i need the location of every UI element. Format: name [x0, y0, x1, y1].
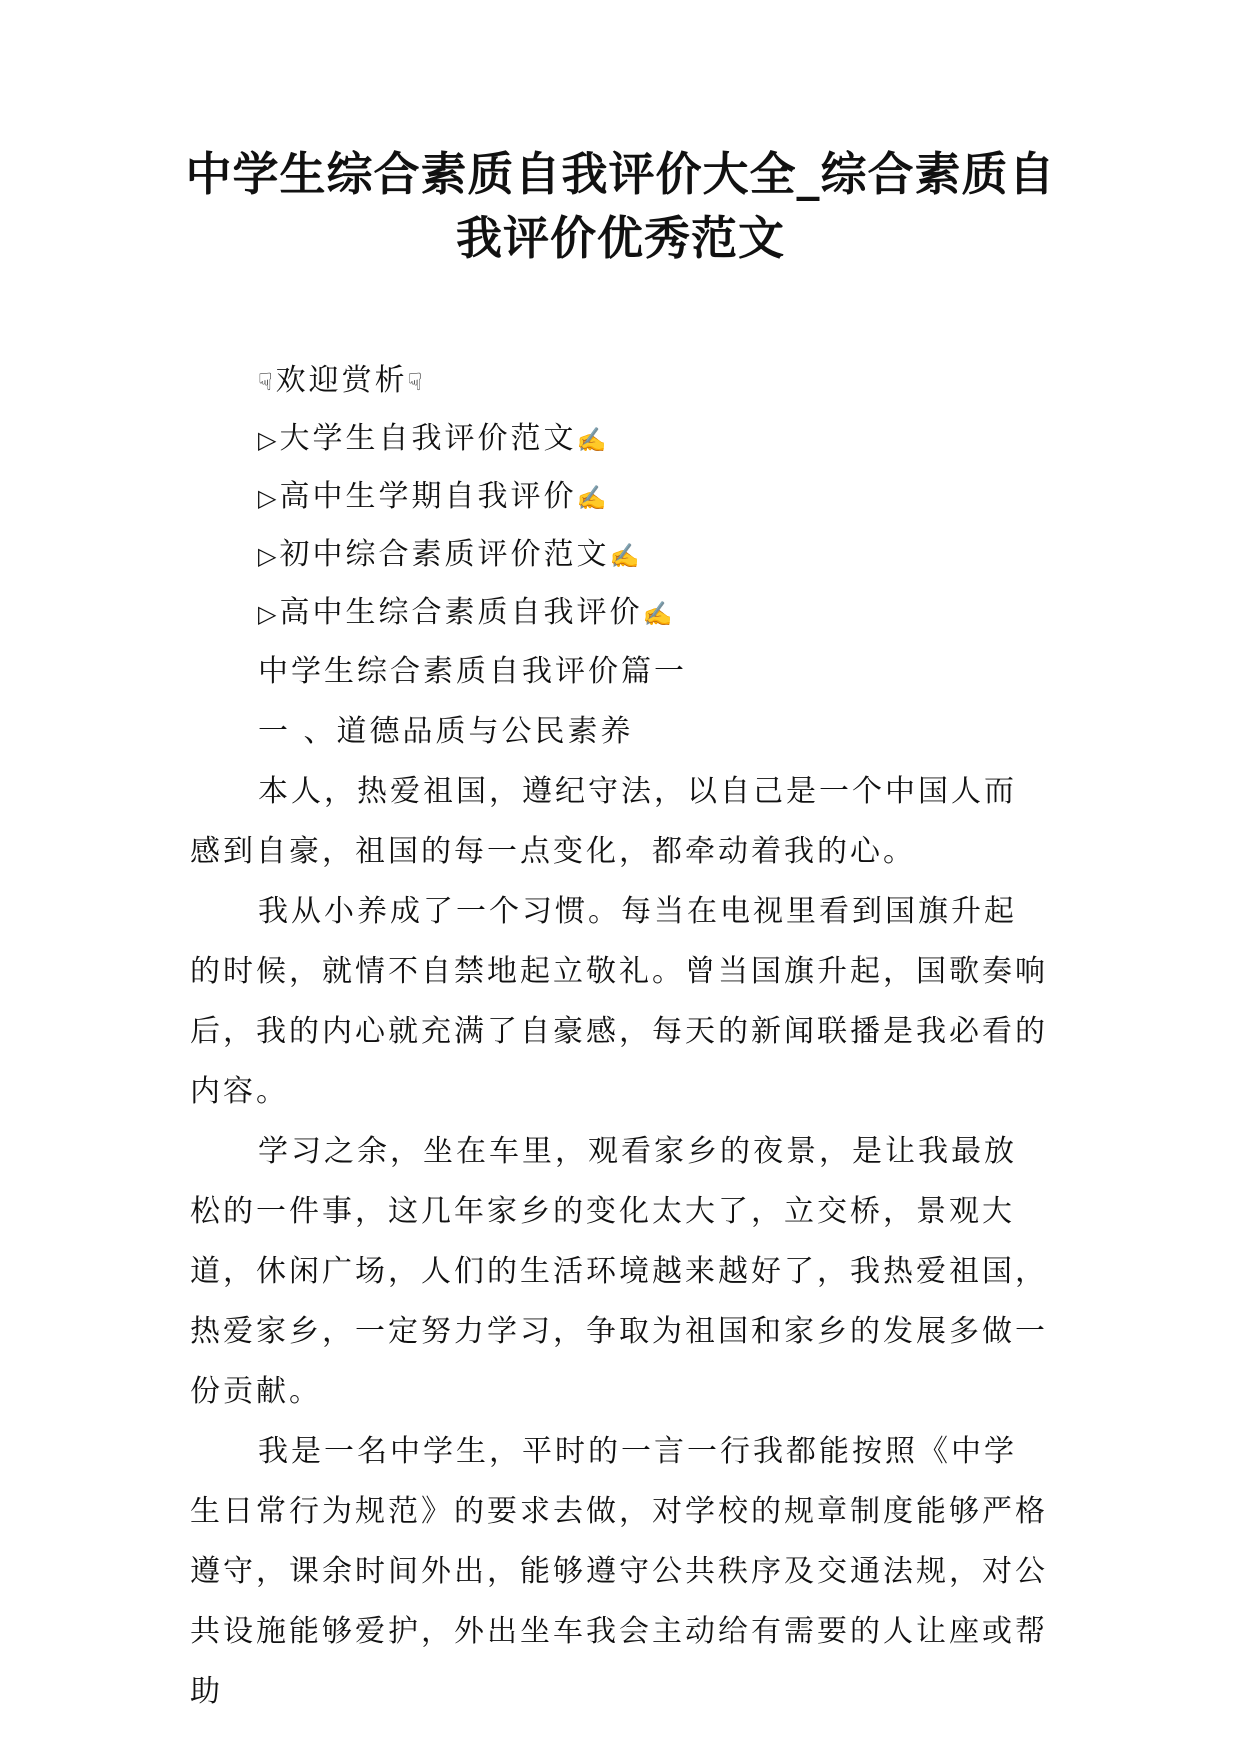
triangle-right-icon: ▷	[258, 542, 280, 570]
triangle-right-icon: ▷	[258, 484, 280, 512]
paragraph: 本人，热爱祖国，遵纪守法，以自己是一个中国人而感到自豪，祖国的每一点变化，都牵动着我的心。	[190, 774, 1017, 869]
related-link-item[interactable]	[258, 526, 675, 584]
pointing-down-icon: ☟	[258, 368, 276, 396]
writing-hand-icon: ✍	[576, 426, 610, 454]
paragraph: 学习之余，坐在车里，观看家乡的夜景，是让我最放松的一件事，这几年家乡的变化太大了，立交桥，景观大道，休闲广场，人们的生活环境越来越好了，我热爱祖国，热爱家乡，一定努力学习，争取为祖国和家乡的发展多做一份贡献。	[190, 1134, 1048, 1409]
related-link-label: 高中生综合素质自我评价	[279, 595, 643, 630]
article-body	[190, 642, 1048, 1722]
writing-hand-icon: ✍	[642, 600, 676, 628]
related-link[interactable]	[258, 595, 675, 630]
document-title	[150, 142, 1091, 270]
writing-hand-icon: ✍	[609, 542, 643, 570]
triangle-right-icon: ▷	[258, 600, 280, 628]
paragraph: 我是一名中学生，平时的一言一行我都能按照《中学生日常行为规范》的要求去做，对学校的规章制度能够严格遵守，课余时间外出，能够遵守公共秩序及交通法规，对公共设施能够爱护，外出坐车我会主动给有需要的人让座或帮助	[190, 1434, 1048, 1709]
paragraph: 我从小养成了一个习惯。每当在电视里看到国旗升起的时候，就情不自禁地起立敬礼。曾当国旗升起，国歌奏响后，我的内心就充满了自豪感，每天的新闻联播是我必看的内容。	[190, 894, 1048, 1109]
related-link[interactable]	[258, 479, 609, 514]
related-link[interactable]	[258, 421, 609, 456]
related-link-item[interactable]	[258, 410, 675, 468]
related-link-label: 大学生自我评价范文	[279, 421, 577, 456]
section-heading: 中学生综合素质自我评价篇一	[258, 654, 687, 689]
related-link-label: 高中生学期自我评价	[279, 479, 577, 514]
related-link[interactable]	[258, 537, 642, 572]
related-link-item[interactable]	[258, 584, 675, 642]
title-line-1: 中学生综合素质自我评价大全_综合素质自	[185, 147, 1056, 201]
pointing-down-icon: ☟	[407, 368, 426, 396]
related-links	[258, 352, 675, 642]
related-link-item[interactable]	[258, 468, 675, 526]
welcome-line	[258, 352, 675, 410]
welcome-text: 欢迎赏析	[275, 363, 408, 398]
subsection-heading: 一 、道德品质与公民素养	[258, 714, 634, 749]
triangle-right-icon: ▷	[258, 426, 280, 454]
related-link-label: 初中综合素质评价范文	[279, 537, 610, 572]
writing-hand-icon: ✍	[576, 484, 610, 512]
title-line-2: 我评价优秀范文	[456, 211, 785, 265]
